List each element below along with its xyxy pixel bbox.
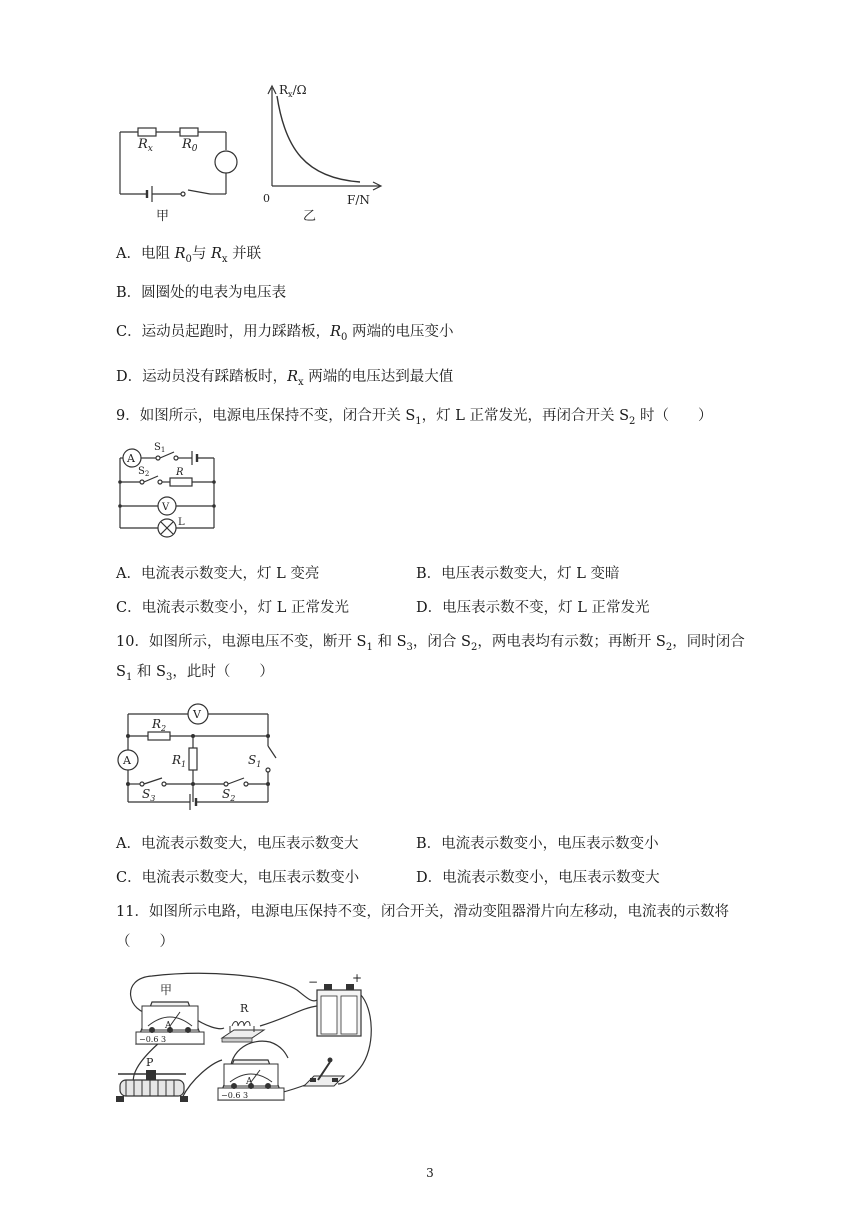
rheostat-p-label: P [146, 1056, 154, 1069]
x-axis-label: F/N [347, 193, 370, 207]
knife-switch [304, 1058, 344, 1087]
q10-s1-label: $S_1$ [248, 753, 262, 769]
ammeter-bottom-scale: −0.6 3 [221, 1091, 249, 1100]
q9-l-label: L [178, 517, 185, 528]
q9-option-c: C．电流表示数变小，灯 L 正常发光 [116, 600, 349, 616]
q10-ammeter-label: A [123, 754, 131, 767]
r0-label: $R_0$ [182, 137, 198, 154]
q10-stem-line1: 10．如图所示，电源电压不变，断开 $S_1$ 和 $S_3$，闭合 $S_2$，两电表均有示数；再断开 $S_2$，同时闭合 [116, 634, 745, 653]
jia-label: 甲 [156, 209, 170, 224]
page-number: 3 [426, 1166, 434, 1180]
q10-option-b: B．电流表示数变小，电压表示数变小 [416, 836, 659, 852]
resistor-label: R [240, 1002, 249, 1015]
ammeter-bottom-letter: A [246, 1077, 253, 1087]
battery-minus: − [308, 975, 319, 989]
q10-s2-label: $S_2$ [222, 787, 236, 803]
q9-option-a: A．电流表示数变大，灯 L 变亮 [116, 566, 320, 582]
q9-ammeter-label: A [127, 452, 135, 465]
ammeter-jia-scale: −0.6 3 [139, 1035, 167, 1044]
battery [317, 984, 361, 1036]
q9-s1-label: $S_1$ [154, 442, 166, 454]
rheostat [116, 1070, 188, 1102]
q9-option-d: D．电压表示数不变，灯 L 正常发光 [416, 600, 650, 616]
q10-option-d: D．电流表示数变小，电压表示数变大 [416, 870, 660, 886]
q8-option-c: C．运动员起跑时，用力踩踏板，$R_0$ 两端的电压变小 [116, 324, 454, 343]
q9-stem: 9．如图所示，电源电压保持不变，闭合开关 $S_1$，灯 L 正常发光，再闭合开关 $S_2$ 时（ ） [116, 408, 713, 427]
q10-option-c: C．电流表示数变大，电压表示数变小 [116, 870, 360, 886]
yi-label: 乙 [303, 209, 317, 224]
q11-stem-line2: （ ） [116, 934, 174, 950]
figure-circuit-q9 [112, 440, 222, 540]
q10-r1-label: $R_1$ [172, 753, 187, 769]
q11-stem-line1: 11．如图所示电路，电源电压保持不变，闭合开关，滑动变阻器滑片向左移动，电流表的示数将 [116, 904, 729, 920]
q8-option-d: D．运动员没有踩踏板时，$R_x$ 两端的电压达到最大值 [116, 369, 454, 388]
ammeter-jia-tag: 甲 [160, 983, 173, 997]
rx-label: $R_x$ [138, 137, 153, 154]
graph-yi [255, 78, 390, 228]
figure-physical-circuit-q11 [112, 968, 387, 1118]
q8-option-b: B．圆圈处的电表为电压表 [116, 285, 287, 301]
q9-voltmeter-label: V [162, 502, 170, 513]
q10-option-a: A．电流表示数变大，电压表示数变大 [116, 836, 359, 852]
q10-voltmeter-label: V [193, 708, 201, 721]
q9-option-b: B．电压表示数变大，灯 L 变暗 [416, 566, 620, 582]
q10-r2-label: $R_2$ [152, 717, 167, 733]
figure-circuit-jia [110, 120, 240, 230]
ammeter-jia-letter: A [165, 1021, 172, 1031]
battery-plus: + [352, 971, 363, 985]
origin-label: 0 [263, 192, 270, 205]
q9-r-label: R [176, 467, 184, 478]
q9-s2-label: $S_2$ [138, 466, 150, 478]
resistor-board [222, 1022, 264, 1043]
figure-circuit-q10 [112, 698, 282, 810]
q10-s3-label: $S_3$ [142, 787, 156, 803]
y-axis-label: $R_x/\Omega$ [279, 83, 307, 99]
q8-option-a: A．电阻 $R_0$与 $R_x$ 并联 [116, 246, 262, 265]
q10-stem-line2: $S_1$ 和 $S_3$，此时（ ） [116, 664, 274, 683]
